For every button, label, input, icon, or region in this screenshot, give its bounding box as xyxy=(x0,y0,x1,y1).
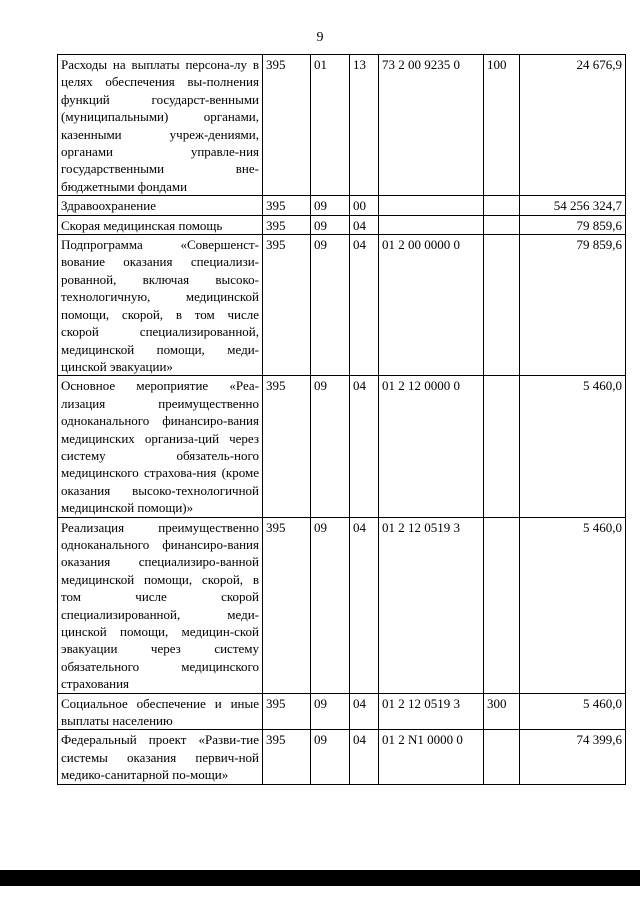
target-article-cell xyxy=(379,196,484,215)
table-row xyxy=(58,55,626,196)
grbs-code-cell: 395 xyxy=(263,196,311,215)
expense-type-cell xyxy=(484,517,520,693)
table-row xyxy=(58,196,626,215)
expense-type-cell xyxy=(484,215,520,234)
target-article-cell xyxy=(379,215,484,234)
expense-type-cell xyxy=(484,196,520,215)
table-row xyxy=(58,693,626,730)
target-article-cell: 01 2 N1 0000 0 xyxy=(379,730,484,784)
row-name-cell: Расходы на выплаты персона-лу в целях обеспечения вы-полнения функций государст-венными (муниципальными) органами, казенными учреж-дениями, органами управле-ния государственными вне-бюджетными фондами xyxy=(58,55,263,196)
row-name-cell: Скорая медицинская помощь xyxy=(58,215,263,234)
subsection-code-cell: 04 xyxy=(350,517,379,693)
table-row xyxy=(58,235,626,376)
section-code-cell: 09 xyxy=(311,215,350,234)
amount-cell: 5 460,0 xyxy=(520,376,626,517)
subsection-code-cell: 04 xyxy=(350,235,379,376)
section-code-cell: 09 xyxy=(311,693,350,730)
section-code-cell: 09 xyxy=(311,235,350,376)
row-name-cell: Социальное обеспечение и иные выплаты населению xyxy=(58,693,263,730)
target-article-cell: 01 2 00 0000 0 xyxy=(379,235,484,376)
target-article-cell: 01 2 12 0000 0 xyxy=(379,376,484,517)
expense-type-cell: 300 xyxy=(484,693,520,730)
page-number: 9 xyxy=(316,30,324,45)
table-row xyxy=(58,215,626,234)
expense-type-cell: 100 xyxy=(484,55,520,196)
subsection-code-cell: 00 xyxy=(350,196,379,215)
amount-cell: 54 256 324,7 xyxy=(520,196,626,215)
amount-cell: 74 399,6 xyxy=(520,730,626,784)
section-code-cell: 09 xyxy=(311,196,350,215)
subsection-code-cell: 04 xyxy=(350,730,379,784)
grbs-code-cell: 395 xyxy=(263,215,311,234)
subsection-code-cell: 04 xyxy=(350,376,379,517)
grbs-code-cell: 395 xyxy=(263,730,311,784)
amount-cell: 5 460,0 xyxy=(520,693,626,730)
grbs-code-cell: 395 xyxy=(263,376,311,517)
table-row xyxy=(58,376,626,517)
row-name-cell: Основное мероприятие «Реа-лизация преимущественно одноканального финансиро-вания медицинских организа-ций через систему обязатель-ного медицинского страхова-ния (кроме оказания высоко-технологичной медицинской помощи)» xyxy=(58,376,263,517)
grbs-code-cell: 395 xyxy=(263,235,311,376)
subsection-code-cell: 04 xyxy=(350,693,379,730)
section-code-cell: 09 xyxy=(311,517,350,693)
target-article-cell: 73 2 00 9235 0 xyxy=(379,55,484,196)
row-name-cell: Здравоохранение xyxy=(58,196,263,215)
grbs-code-cell: 395 xyxy=(263,55,311,196)
scan-edge-bar xyxy=(0,870,640,886)
table-row xyxy=(58,517,626,693)
amount-cell: 5 460,0 xyxy=(520,517,626,693)
target-article-cell: 01 2 12 0519 3 xyxy=(379,693,484,730)
row-name-cell: Реализация преимущественно одноканального финансиро-вания оказания специализиро-ванной медицинской помощи, скорой, в том числе скорой специализированной, меди-цинской помощи, медицин-ской эвакуации через систему обязательного медицинского страхования xyxy=(58,517,263,693)
expense-type-cell xyxy=(484,376,520,517)
target-article-cell: 01 2 12 0519 3 xyxy=(379,517,484,693)
grbs-code-cell: 395 xyxy=(263,517,311,693)
section-code-cell: 09 xyxy=(311,376,350,517)
amount-cell: 79 859,6 xyxy=(520,235,626,376)
expense-type-cell xyxy=(484,730,520,784)
row-name-cell: Подпрограмма «Совершенст-вование оказания специализи-рованной, включая высоко-технологичную, медицинской помощи, скорой, в том числе скорой специализированной, медицинской помощи, меди-цинской эвакуации» xyxy=(58,235,263,376)
budget-table xyxy=(57,54,626,785)
section-code-cell: 09 xyxy=(311,730,350,784)
amount-cell: 24 676,9 xyxy=(520,55,626,196)
grbs-code-cell: 395 xyxy=(263,693,311,730)
amount-cell: 79 859,6 xyxy=(520,215,626,234)
row-name-cell: Федеральный проект «Разви-тие системы оказания первич-ной медико-санитарной по-мощи» xyxy=(58,730,263,784)
subsection-code-cell: 04 xyxy=(350,215,379,234)
section-code-cell: 01 xyxy=(311,55,350,196)
subsection-code-cell: 13 xyxy=(350,55,379,196)
table-row xyxy=(58,730,626,784)
expense-type-cell xyxy=(484,235,520,376)
